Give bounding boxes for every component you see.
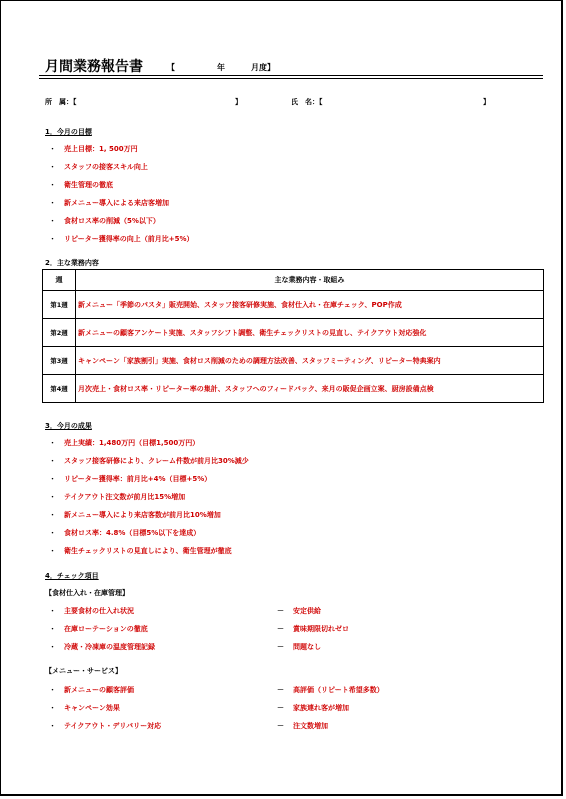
- bullet: ・: [49, 643, 56, 651]
- period-open: 【: [167, 63, 175, 72]
- check-result: 注文数増加: [293, 722, 328, 730]
- goal-text: リピーター獲得率の向上（前月比+5%）: [64, 235, 194, 243]
- week-cell: 第2週: [43, 319, 76, 347]
- dash: －: [277, 643, 284, 651]
- check-item: [49, 685, 134, 695]
- content-cell: 新メニュー「季節のパスタ」販売開始、スタッフ接客研修実施、食材仕入れ・在庫チェック、POP作成: [76, 291, 544, 319]
- week-header: 週: [43, 270, 76, 291]
- result-text: 衛生チェックリストの見直しにより、衛生管理が徹底: [64, 547, 232, 555]
- bullet: ・: [49, 547, 56, 555]
- name-close: 】: [483, 98, 490, 106]
- check-result: 家族連れ客が増加: [293, 704, 349, 712]
- week-cell: 第4週: [43, 375, 76, 403]
- page-title: [45, 56, 143, 76]
- year-label: 年: [217, 63, 225, 72]
- bullet: ・: [49, 511, 56, 519]
- section2-title: 2．主な業務内容: [45, 259, 99, 267]
- list-item: [49, 216, 160, 226]
- list-item: [49, 180, 113, 190]
- bullet: ・: [49, 722, 56, 730]
- dash: －: [277, 625, 284, 633]
- bullet: ・: [49, 199, 56, 207]
- title-text: 月間業務報告書: [45, 59, 143, 75]
- check-result: 安定供給: [293, 607, 321, 615]
- check-item-text: 主要食材の仕入れ状況: [64, 607, 134, 615]
- bullet: ・: [49, 529, 56, 537]
- check-result: 賞味期限切れゼロ: [293, 625, 349, 633]
- result-text: リピーター獲得率：前月比+4%（目標+5%）: [64, 475, 212, 483]
- goal-text: 食材ロス率の削減（5%以下）: [64, 217, 160, 225]
- check-item-text: 在庫ローテーションの徹底: [64, 625, 148, 633]
- check-item: [49, 606, 134, 616]
- list-item: [49, 198, 169, 208]
- content-cell: 月次売上・食材ロス率・リピーター率の集計、スタッフへのフィードバック、来月の販促企画立案、厨房設備点検: [76, 375, 544, 403]
- table-row: [43, 347, 544, 375]
- bullet: ・: [49, 217, 56, 225]
- content-cell: キャンペーン「家族割引」実施、食材ロス削減のための調理方法改善、スタッフミーティング、リピーター特典案内: [76, 347, 544, 375]
- check-item: [49, 624, 148, 634]
- bullet: ・: [49, 163, 56, 171]
- goal-text: 新メニュー導入による来店客増加: [64, 199, 169, 207]
- check-item: [49, 721, 161, 731]
- list-item: [49, 528, 200, 538]
- bullet: ・: [49, 439, 56, 447]
- section4-title: 4．チェック項目: [45, 572, 99, 580]
- result-text: 食材ロス率：4.8%（目標5%以下を達成）: [64, 529, 201, 537]
- list-item: [49, 492, 185, 502]
- week-cell: 第3週: [43, 347, 76, 375]
- dash: －: [277, 607, 284, 615]
- bullet: ・: [49, 235, 56, 243]
- check-item-text: 新メニューの顧客評価: [64, 686, 134, 694]
- dash: －: [277, 704, 284, 712]
- bullet: ・: [49, 181, 56, 189]
- bullet: ・: [49, 457, 56, 465]
- list-item: [49, 162, 148, 172]
- check-item-text: キャンペーン効果: [64, 704, 120, 712]
- section3-title: 3．今月の成果: [45, 422, 92, 430]
- list-item: [49, 234, 193, 244]
- list-item: [49, 546, 232, 556]
- list-item: [49, 438, 199, 448]
- check-item-text: テイクアウト・デリバリー対応: [64, 722, 162, 730]
- check-result: 問題なし: [293, 643, 321, 651]
- work-table: [42, 269, 544, 403]
- table-row: [43, 375, 544, 403]
- result-text: スタッフ接客研修により、クレーム件数が前月比30%減少: [64, 457, 249, 465]
- content-header: 主な業務内容・取組み: [76, 270, 544, 291]
- table-row: [43, 319, 544, 347]
- bullet: ・: [49, 493, 56, 501]
- content-cell: 新メニューの顧客アンケート実施、スタッフシフト調整、衛生チェックリストの見直し、テイクアウト対応強化: [76, 319, 544, 347]
- title-rule-top: [39, 75, 543, 76]
- list-item: [49, 144, 138, 154]
- table-row: [43, 291, 544, 319]
- bullet: ・: [49, 625, 56, 633]
- affiliation-close: 】: [235, 98, 242, 106]
- check-result: 高評価（リピート希望多数）: [293, 686, 384, 694]
- title-rule-bottom: [39, 78, 543, 79]
- check-item-text: 冷蔵・冷凍庫の温度管理記録: [64, 643, 155, 651]
- goal-text: 衛生管理の徹底: [64, 181, 113, 189]
- week-cell: 第1週: [43, 291, 76, 319]
- bullet: ・: [49, 686, 56, 694]
- bullet: ・: [49, 607, 56, 615]
- result-text: 新メニュー導入により来店客数が前月比10%増加: [64, 511, 221, 519]
- dash: －: [277, 686, 284, 694]
- result-text: テイクアウト注文数が前月比15%増加: [64, 493, 186, 501]
- bullet: ・: [49, 145, 56, 153]
- check-item: [49, 703, 120, 713]
- affiliation-label: 所 属：【: [45, 98, 77, 106]
- goal-text: スタッフの接客スキル向上: [64, 163, 148, 171]
- table-header-row: [43, 270, 544, 291]
- section1-title: 1．今月の目標: [45, 128, 92, 136]
- list-item: [49, 456, 249, 466]
- goal-text: 売上目標：1, 500万円: [64, 145, 138, 153]
- dash: －: [277, 722, 284, 730]
- result-text: 売上実績：1,480万円（目標1,500万円）: [64, 439, 200, 447]
- list-item: [49, 474, 211, 484]
- bullet: ・: [49, 704, 56, 712]
- month-label: 月度】: [251, 63, 275, 72]
- check-item: [49, 642, 155, 652]
- list-item: [49, 510, 221, 520]
- name-label: 氏 名：【: [291, 98, 323, 106]
- bullet: ・: [49, 475, 56, 483]
- group-title: 【食材仕入れ・在庫管理】: [45, 589, 129, 597]
- group-title: 【メニュー・サービス】: [45, 667, 122, 675]
